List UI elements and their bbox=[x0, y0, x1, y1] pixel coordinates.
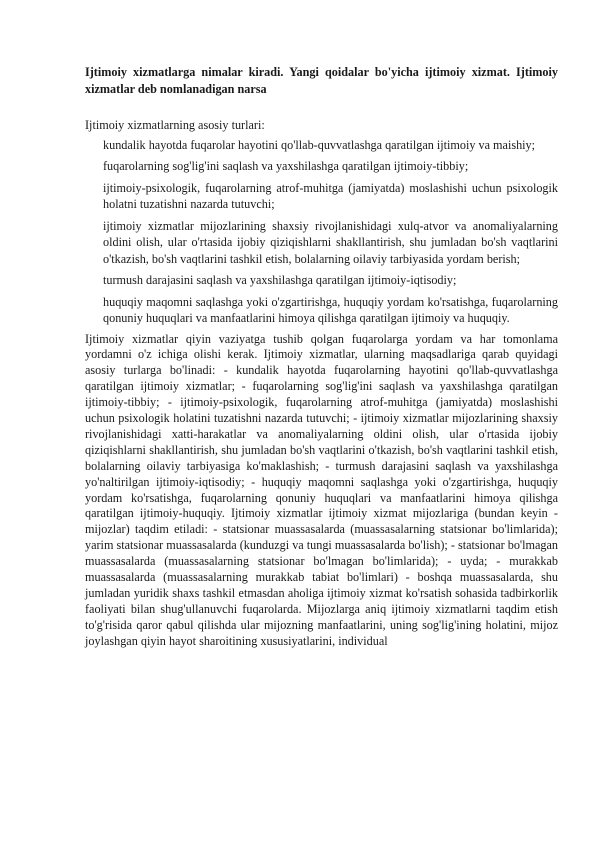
types-heading: Ijtimoiy xizmatlarning asosiy turlari: bbox=[85, 118, 265, 132]
list-item: kundalik hayotda fuqarolar hayotini qo'llab-quvvatlashga qaratilgan ijtimoiy va maishiy; bbox=[103, 137, 536, 152]
list-item: fuqarolarning sog'lig'ini saqlash va yaxshilashga qaratilgan ijtimoiy-tibbiy; bbox=[103, 159, 469, 173]
body-paragraph: Ijtimoiy xizmatlar qiyin vaziyatga tushib qolgan fuqarolarga yordam va har tomonlama yordamni o'z ichiga olishi kerak. Ijtimoiy xizmatlar, ularning maqsadlariga qarab quyidagi asosiy turlarga bo'linadi: - kundalik hayotda fuqarolarning hayotini qo'llab-quvvatlashga qaratilgan ijtimoiy xizmatlar; - fuqarolarning sog'lig'ini saqlash va yaxshilashga qaratilgan ijtimoiy-tibbiy; - ijtimoiy-psixologik, fuqarolarning atrof-muhitga (jamiyatda) moslashishi uchun psixologik holatini tuzatishni nazarda tutuvchi; - ijtimoiy xizmatlar mijozlarining shaxsiy rivojlanishidagi xatti-harakatlar va anomaliyalarning oldini olish, ular o'rtasida ijobiy qiziqishlarni shakllantirish, shu jumladan bo'sh vaqtlarini o'tkazish, bo'sh vaqtlarini tashkil etish, bolalarning oilaviy tarbiyasiga ko'maklashish; - turmush darajasini saqlash va yaxshilashga yo'naltirilgan ijtimoiy-iqtisodiy; - huquqiy maqomni saqlashga yoki o'zgartirishga, huquqiy yordam ko'rsatishga, fuqarolarning qonuniy huquqlari va manfaatlarini himoya qilishga qaratilgan ijtimoiy-huquqiy. Ijtimoiy xizmatlar ijtimoiy xizmat mijozlariga (bundan keyin - mijozlar) taqdim etiladi: - statsionar muassasalarda (muassasalarning statsionar bo'limlarida); yarim statsionar muassasalarda (kunduzgi va tungi muassasalarda bo'lish); - statsionar bo'lmagan muassasalarda (muassasalarning statsionar bo'lmagan bo'limlarida); - uyda; - murakkab muassasalarda (muassasalarning murakkab tabiat bo'limlari) - boshqa muassasalarda, shu jumladan yuridik shaxs tashkil etmasdan aholiga ijtimoiy xizmat ko'rsatish sohasida tadbirkorlik faoliyati bilan shug'ullanuvchi fuqarolarda. Mijozlarga aniq ijtimoiy xizmatlarni taqdim etish to'g'risida qaror qabul qilishda ular mijozning manfaatlarini, uning sog'lig'ining holatini, mijoz joylashgan qiyin hayot sharoitining xususiyatlarini, individual bbox=[85, 331, 558, 648]
types-list bbox=[85, 137, 558, 327]
list-item: ijtimoiy-psixologik, fuqarolarning atrof-muhitga (jamiyatda) moslashishi uchun psixologik holatni tuzatishni nazarda tutuvchi; bbox=[103, 180, 558, 211]
document-title: Ijtimoiy xizmatlarga nimalar kiradi. Yangi qoidalar bo'yicha ijtimoiy xizmat. Ijtimoiy xizmatlar deb nomlanadigan narsa bbox=[85, 65, 558, 96]
list-item: turmush darajasini saqlash va yaxshilashga qaratilgan ijtimoiy-iqtisodiy; bbox=[103, 273, 457, 287]
list-item: ijtimoiy xizmatlar mijozlarining shaxsiy rivojlanishidagi xulq-atvor va anomaliyalarning oldini olish, ular o'rtasida ijobiy qiziqishlarni shakllantirish, shu jumladan bo'sh vaqtlarini o'tkazish, bo'sh vaqtlarini tashkil etish, bolalarning oilaviy tarbiyasida yordam berish; bbox=[103, 218, 558, 266]
list-item: huquqiy maqomni saqlashga yoki o'zgartirishga, huquqiy yordam ko'rsatishga, fuqarolarning qonuniy huquqlari va manfaatlarini himoya qilishga qaratilgan ijtimoiy va huquqiy. bbox=[103, 294, 558, 325]
document-page bbox=[85, 64, 558, 650]
